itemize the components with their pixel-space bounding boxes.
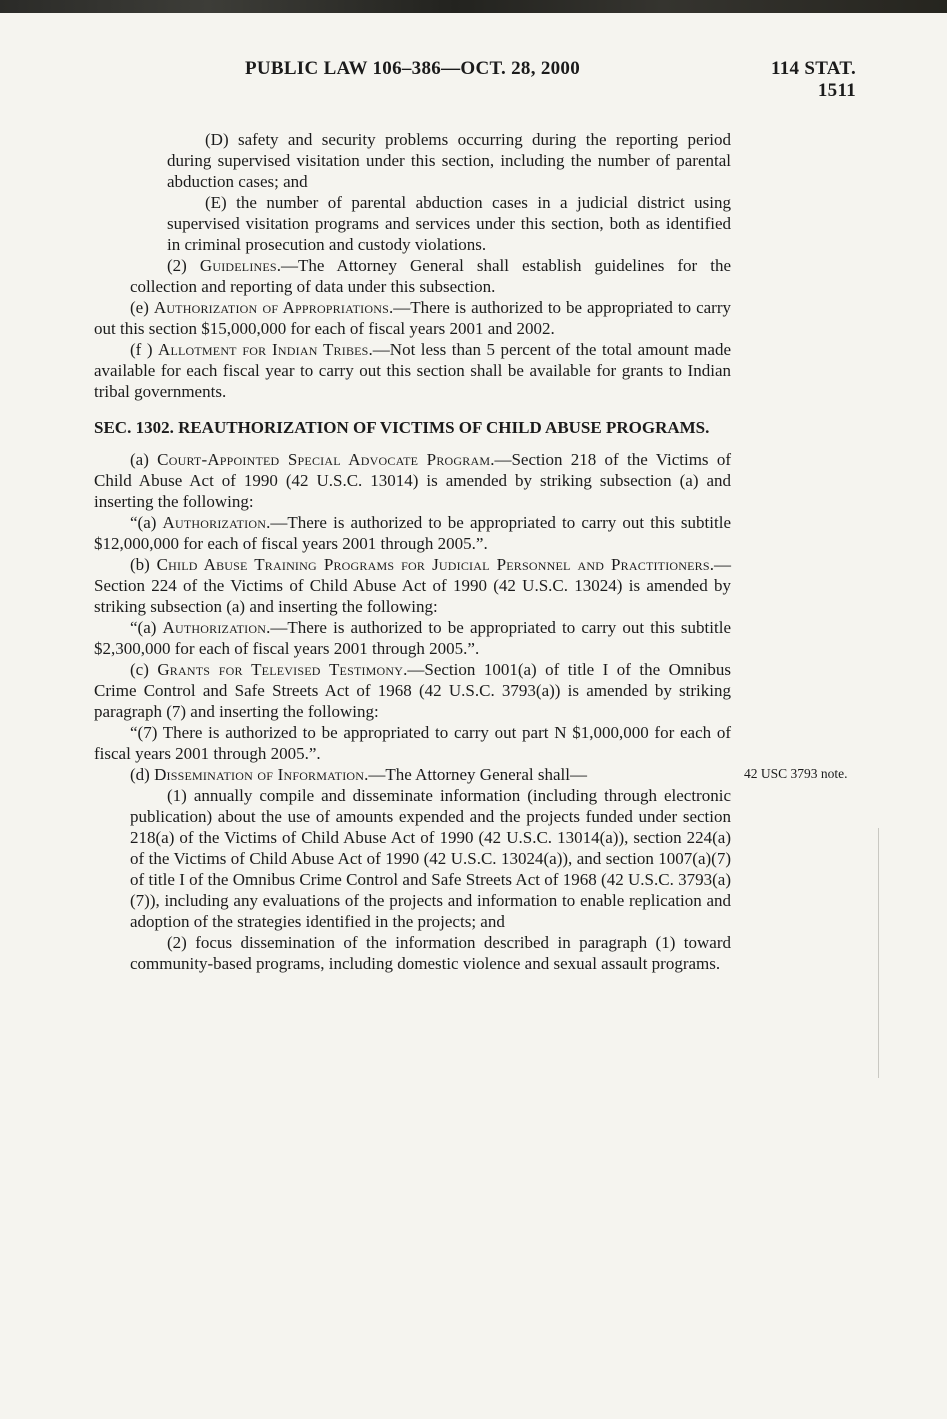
text-segment: .—The Attorney General shall— [364,765,587,784]
small-caps-segment: Dissemination of Information [154,765,365,784]
quote-part-n-appropriation [94,722,731,764]
body-text-column [94,129,848,974]
small-caps-segment: Authorization [162,513,267,532]
quote-authorization-casa [94,512,731,554]
running-head-stat-citation: 114 STAT. 1511 [770,58,856,101]
text-segment: (c) [130,660,158,679]
text-segment: .—The Attorney General shall establish guidelines for the collection and reporting of data under this subsection. [130,256,731,296]
text-segment: .—Section 224 of the Victims of Child Abuse Act of 1990 (42 U.S.C. 13024) is amended by striking subsection (a) and inserting the following: [94,555,732,616]
paragraph-c-televised-testimony [94,659,731,722]
text-segment: (d) [130,765,155,784]
small-caps-segment: Child Abuse Training Programs for Judicial Personnel and Practitioners [156,555,710,574]
text-segment: .—Section 1001(a) of title I of the Omnibus Crime Control and Safe Streets Act of 1968 (42 U.S.C. 3793(a)) is amended by striking paragraph (7) and inserting the following: [94,660,731,721]
margin-note-42-usc-3793 [744,766,862,782]
text-segment: (1) annually compile and disseminate information (including through electronic publication) about the use of amounts expended and the projects funded under section 218(a) of the Victims of Child Abuse Act of 1990 (42 U.S.C. 13014(a)), section 224(a) of the Victims of Child Abuse Act of 1990 (42 U.S.C. 13024(a)), and section 1007(a)(7) of title I of the Omnibus Crime Control and Safe Streets Act of 1968 (42 U.S.C. 3793(a)(7)), including any evaluations of the projects and information to enable replication and adoption of the strategies identified in the projects; and [130,786,731,931]
paragraph-sub-d-safety [167,129,731,192]
text-segment: (a) [130,450,158,469]
text-segment: “(a) [130,513,163,532]
text-segment: .—There is authorized to be appropriated to carry out this section $15,000,000 for each of fiscal years 2001 and 2002. [94,298,732,338]
small-caps-segment: Grants for Televised Testimony [157,660,404,679]
text-segment: .—There is authorized to be appropriated to carry out this subtitle $2,300,000 for each of fiscal years 2001 through 2005.”. [94,618,731,658]
small-caps-segment: Authorization of Appropriations [153,298,389,317]
paragraph-a-casa-program [94,449,731,512]
text-segment: “(a) [130,618,163,637]
paragraph-2-focus-dissemination [130,932,731,974]
text-segment: “(7) There is authorized to be appropriated to carry out part N $1,000,000 for each of fiscal years 2001 through 2005.”. [94,723,731,763]
text-segment: (2) focus dissemination of the information described in paragraph (1) toward community-based programs, including domestic violence and sexual assault programs. [130,933,731,973]
paragraph-sub-e-abduction-cases [167,192,731,255]
paragraph-b-training-programs [94,554,731,617]
running-head [94,58,856,102]
small-caps-segment: Court-Appointed Special Advocate Program [157,450,491,469]
heading-sec-1302: SEC. 1302. REAUTHORIZATION OF VICTIMS OF CHILD ABUSE PROGRAMS. [94,418,710,437]
text-segment: (b) [130,555,157,574]
text-segment: .—Section 218 of the Victims of Child Abuse Act of 1990 (42 U.S.C. 13014) is amended by striking subsection (a) and inserting the following: [94,450,731,511]
small-caps-segment: Allotment for Indian Tribes [157,340,369,359]
margin-note-citation: 42 USC 3793 [744,766,818,781]
paragraph-1-compile-disseminate [130,785,731,932]
running-head-law-title: PUBLIC LAW 106–386—OCT. 28, 2000 [244,58,581,79]
text-segment: .—There is authorized to be appropriated to carry out this subtitle $12,000,000 for each of fiscal years 2001 through 2005.”. [94,513,731,553]
paragraph-e-appropriations [94,297,731,339]
text-segment: (E) the number of parental abduction cases in a judicial district using supervised visitation programs and services under this section, both as identified in criminal prosecution and custody violations. [167,193,731,254]
small-caps-segment: Guidelines [199,256,277,275]
text-segment: (f ) [130,340,158,359]
text-segment: (D) safety and security problems occurring during the reporting period during supervised visitation under this section, including the number of parental abduction cases; and [167,130,731,191]
paragraph-2-guidelines [130,255,731,297]
text-segment: .—Not less than 5 percent of the total amount made available for each fiscal year to carry out this section shall be available for grants to Indian tribal governments. [94,340,731,401]
text-segment: (e) [130,298,154,317]
quote-authorization-training [94,617,731,659]
paragraph-f-indian-tribes [94,339,731,402]
margin-note-word: note. [820,766,848,781]
small-caps-segment: Authorization [162,618,267,637]
paragraph-d-dissemination [94,764,848,785]
text-segment: (2) [167,256,200,275]
